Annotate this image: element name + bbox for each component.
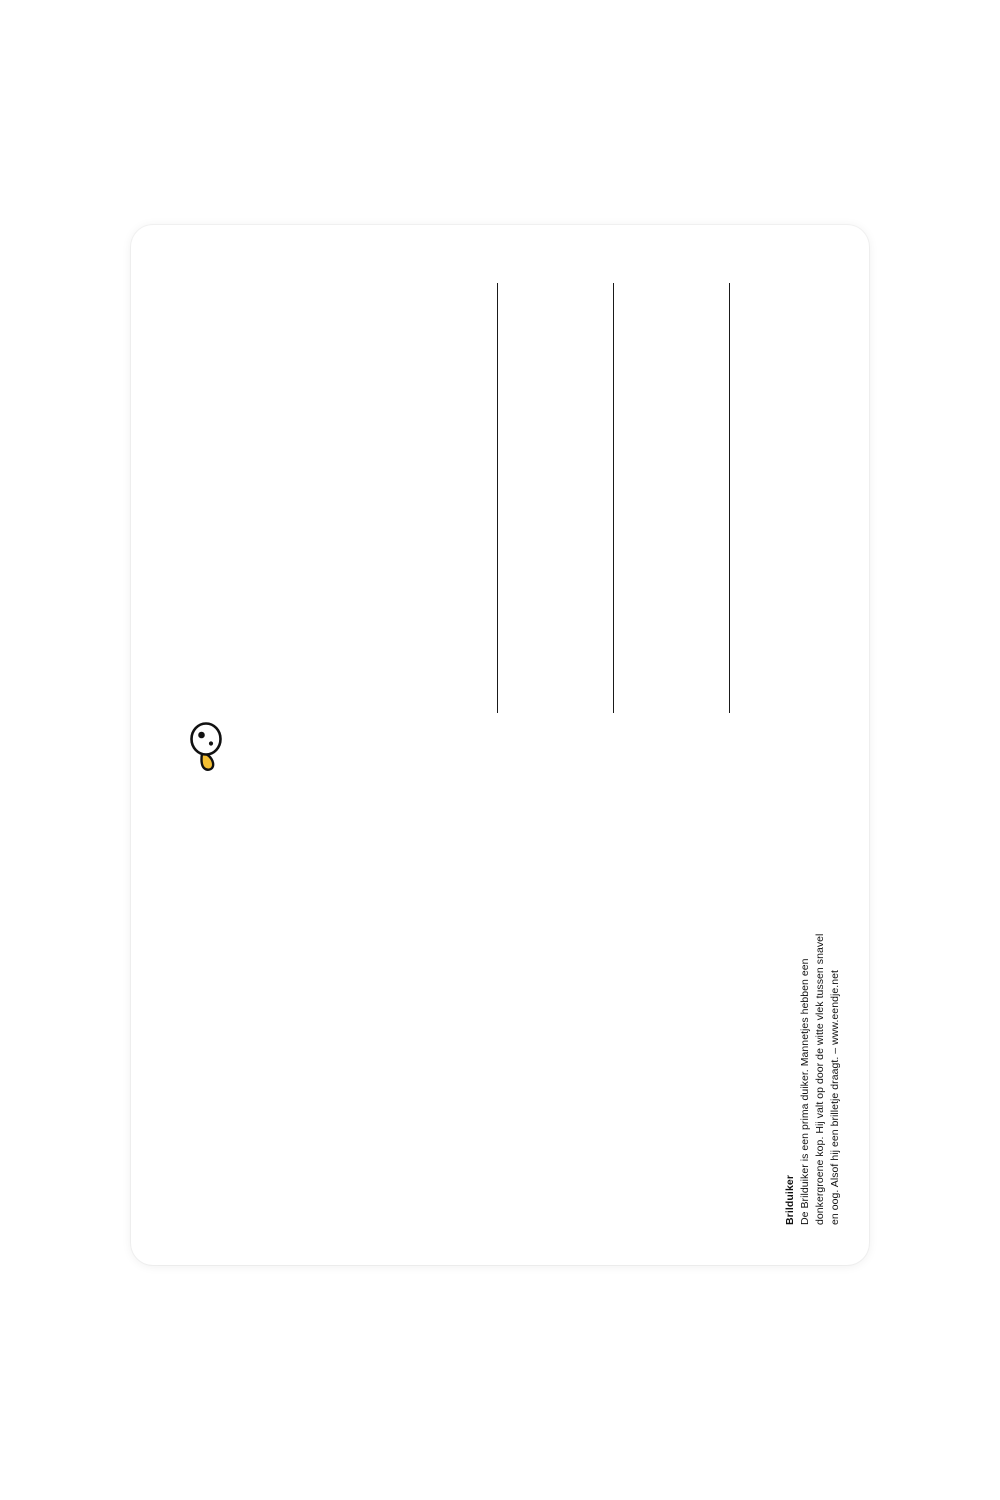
caption-title: Brilduiker	[784, 1174, 797, 1225]
duck-head-icon	[186, 715, 238, 773]
address-rule-line-2	[613, 283, 614, 713]
address-rule-line-1	[497, 283, 498, 713]
caption-body: De Brilduiker is een prima duiker. Mannetjes hebben een donkergroene kop. Hij valt op door de witte vlek tussen snavel en oog. Alsof hij een brilletje draagt. – www.eendje.net	[799, 933, 842, 1225]
postcard	[131, 225, 869, 1265]
address-rule-line-3	[729, 283, 730, 713]
caption-block	[713, 825, 843, 1225]
